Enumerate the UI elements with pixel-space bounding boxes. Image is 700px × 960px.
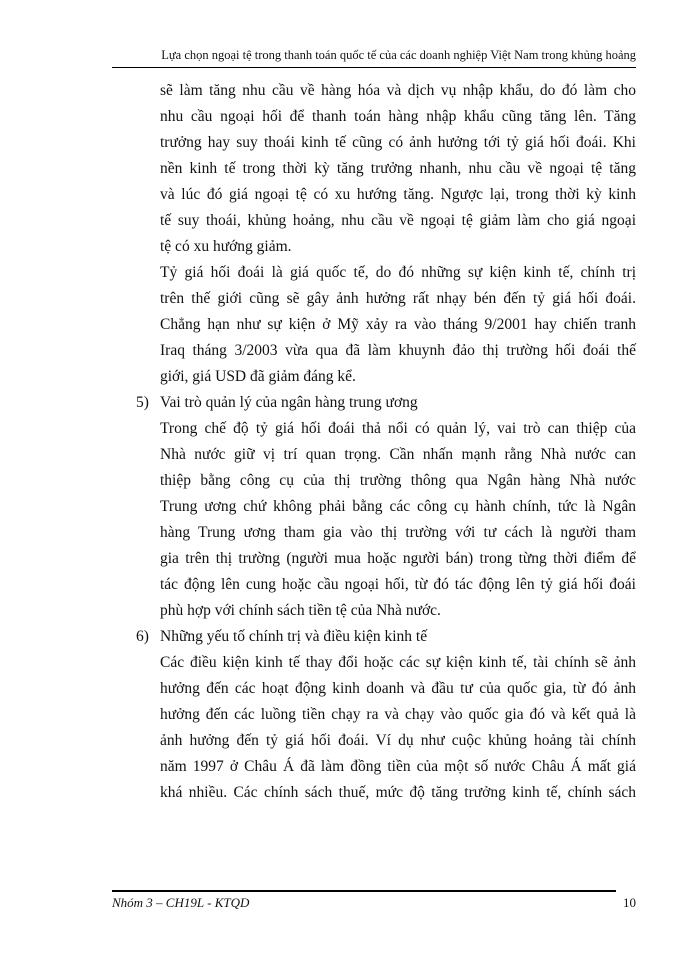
text-line: giới, giá USD đã giảm đáng kể. <box>160 368 356 385</box>
text-line: năm 1997 ở Châu Á đã làm đồng tiền của một số nước Châu Á mất giá <box>160 758 636 775</box>
text-line: Chẳng hạn như sự kiện ở Mỹ xảy ra vào tháng 9/2001 hay chiến tranh <box>160 316 636 333</box>
page-header: Lựa chọn ngoại tệ trong thanh toán quốc tế của các doanh nghiệp Việt Nam trong khủng hoảng <box>112 48 636 68</box>
section-5-heading <box>136 390 636 416</box>
text-line: nhu cầu ngoại hối để thanh toán hàng nhập khẩu cũng tăng lên. Tăng <box>160 108 636 125</box>
page-number: 10 <box>623 895 636 910</box>
footer-label: Nhóm 3 – CH19L - KTQD <box>112 895 250 910</box>
section-title: Vai trò quản lý của ngân hàng trung ương <box>160 394 418 411</box>
text-line: Tỷ giá hối đoái là giá quốc tế, do đó những sự kiện kinh tế, chính trị <box>160 264 636 281</box>
text-line: nền kinh tế trong thời kỳ tăng trưởng nhanh, nhu cầu về ngoại tệ tăng <box>160 160 636 177</box>
text-line: trưởng hay suy thoái kinh tế cũng có ảnh hưởng tới tỷ giá hối đoái. Khi <box>160 134 636 151</box>
text-line: trên thế giới cũng sẽ gây ảnh hưởng rất nhạy bén đến tỷ giá hối đoái. <box>160 290 636 307</box>
section-6-paragraph <box>160 650 636 806</box>
text-line: Các điều kiện kinh tế thay đổi hoặc các sự kiện kinh tế, tài chính sẽ ảnh <box>160 654 636 671</box>
text-line: tệ có xu hướng giảm. <box>160 238 292 255</box>
document-body <box>136 78 636 806</box>
section-title: Những yếu tố chính trị và điều kiện kinh tế <box>160 628 428 645</box>
text-line: tác động lên cung hoặc cầu ngoại hối, từ đó tác động lên tỷ giá hối đoái <box>160 576 636 593</box>
section-number: 5) <box>136 394 149 411</box>
footer-divider <box>112 890 616 892</box>
text-line: sẽ làm tăng nhu cầu về hàng hóa và dịch vụ nhập khẩu, do đó làm cho <box>160 82 636 99</box>
text-line: gia trên thị trường (người mua hoặc người bán) trong từng thời điểm để <box>160 550 636 567</box>
section-number: 6) <box>136 628 149 645</box>
text-line: tế suy thoái, khủng hoảng, nhu cầu về ngoại tệ giảm làm cho giá ngoại <box>160 212 636 229</box>
paragraph-1 <box>160 78 636 260</box>
text-line: Nhà nước giữ vị trí quan trọng. Cần nhấn mạnh rằng Nhà nước can <box>160 446 636 463</box>
paragraph-2 <box>160 260 636 390</box>
section-5-paragraph <box>160 416 636 624</box>
text-line: hưởng đến các luồng tiền chạy ra và chạy vào quốc gia đó và kết quả là <box>160 706 636 723</box>
section-6-heading <box>136 624 636 650</box>
text-line: ảnh hưởng đến tỷ giá hối đoái. Ví dụ như cuộc khủng hoảng tài chính <box>160 732 636 749</box>
text-line: thiệp bằng công cụ của thị trường thông qua Ngân hàng Nhà nước <box>160 472 636 489</box>
text-line: và lúc đó giá ngoại tệ có xu hướng tăng. Ngược lại, trong thời kỳ kinh <box>160 186 636 203</box>
text-line: Trong chế độ tỷ giá hối đoái thả nổi có quản lý, vai trò can thiệp của <box>160 420 636 437</box>
text-line: hàng Trung ương tham gia vào thị trường với tư cách là người tham <box>160 524 636 541</box>
text-line: hưởng đến các hoạt động kinh doanh và đầu tư của quốc gia, từ đó ảnh <box>160 680 636 697</box>
text-line: Trung ương chứ không phải bằng các công cụ hành chính, tức là Ngân <box>160 498 636 515</box>
text-line: Iraq tháng 3/2003 vừa qua đã làm khuynh đảo thị trường hối đoái thế <box>160 342 636 359</box>
text-line: phù hợp với chính sách tiền tệ của Nhà nước. <box>160 602 441 619</box>
text-line: khá nhiều. Các chính sách thuế, mức độ tăng trưởng kinh tế, chính sách <box>160 784 636 801</box>
